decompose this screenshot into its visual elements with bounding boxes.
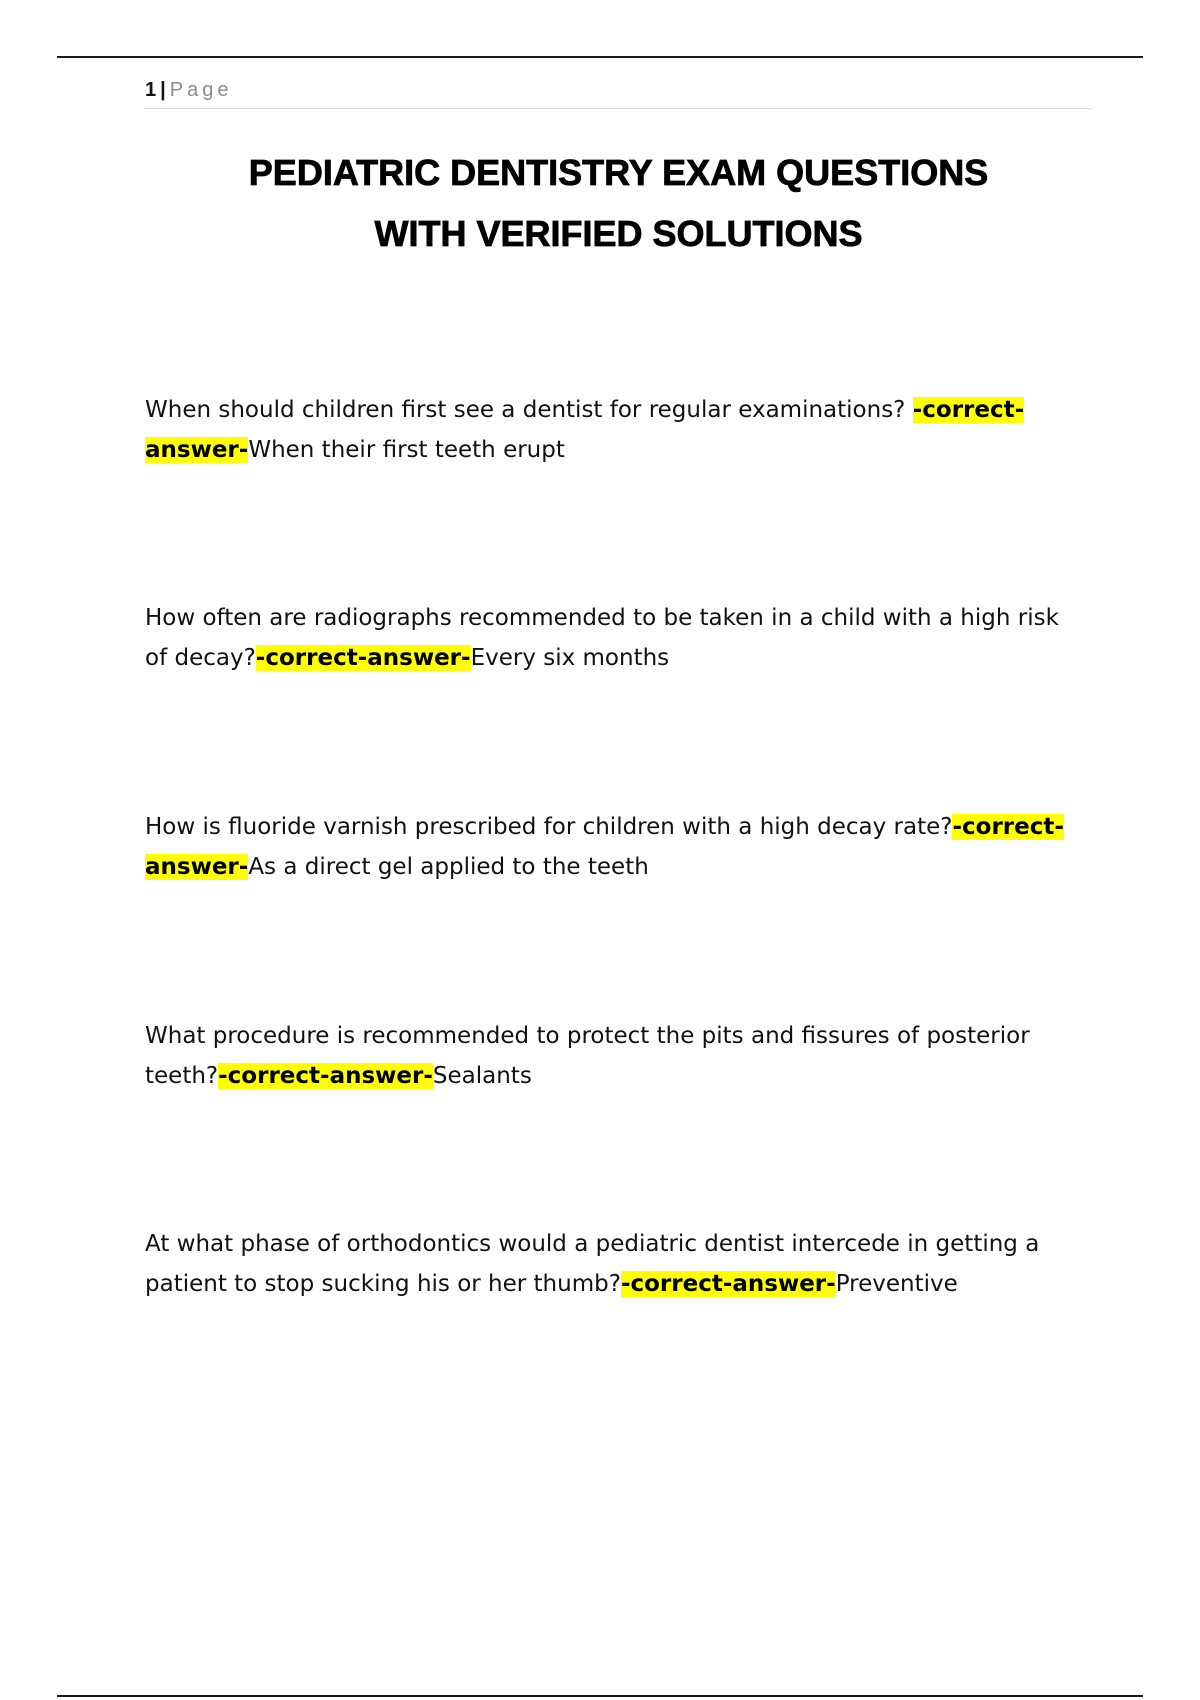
bottom-rule xyxy=(57,1695,1143,1697)
qa-item-5 xyxy=(145,1224,1085,1304)
correct-answer-marker: -correct-answer- xyxy=(145,814,1064,880)
question-text: How often are radiographs recommended to be taken in a child with a high risk of decay? xyxy=(145,605,1059,671)
answer-text: Sealants xyxy=(432,1063,532,1089)
qa-item-2 xyxy=(145,598,1085,678)
question-text: How is fluoride varnish prescribed for children with a high decay rate? xyxy=(145,814,953,840)
correct-answer-marker: -correct-answer- xyxy=(218,1063,433,1089)
question-text: When should children first see a dentist for regular examinations? xyxy=(145,397,913,423)
answer-text: As a direct gel applied to the teeth xyxy=(248,854,649,880)
document-title xyxy=(145,142,1092,264)
answer-text: Every six months xyxy=(470,645,670,671)
page-header xyxy=(145,76,1092,109)
title-line-1: PEDIATRIC DENTISTRY EXAM QUESTIONS xyxy=(248,152,989,193)
qa-item-3 xyxy=(145,807,1070,887)
answer-text: When their first teeth erupt xyxy=(248,437,565,463)
page-separator: | xyxy=(160,79,166,101)
page-label: Page xyxy=(169,79,233,101)
top-rule xyxy=(57,56,1143,58)
correct-answer-marker: -correct-answer- xyxy=(145,397,1025,463)
qa-item-4 xyxy=(145,1016,1085,1096)
answer-text: Preventive xyxy=(835,1271,958,1297)
qa-item-1 xyxy=(145,390,1085,470)
question-text: What procedure is recommended to protect the pits and fissures of posterior teeth? xyxy=(145,1023,1030,1089)
page-number: 1 xyxy=(145,79,157,101)
title-line-2: WITH VERIFIED SOLUTIONS xyxy=(374,213,863,254)
correct-answer-marker: -correct-answer- xyxy=(255,645,471,671)
correct-answer-marker: -correct-answer- xyxy=(620,1271,836,1297)
question-text: At what phase of orthodontics would a pediatric dentist intercede in getting a patient to stop sucking his or her thumb? xyxy=(145,1231,1040,1297)
